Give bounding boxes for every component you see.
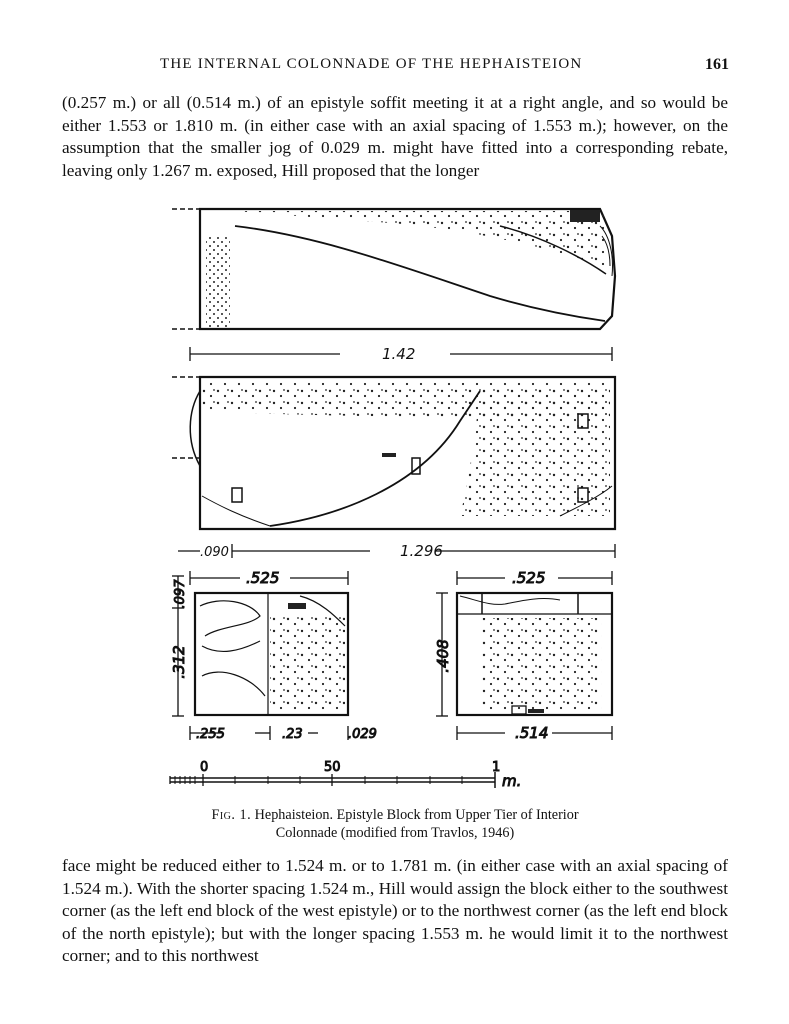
dim-base-right: .514 <box>515 724 549 742</box>
scale-end: 1 <box>492 760 501 775</box>
figure-drawing <box>160 196 630 796</box>
scale-mid: 50 <box>324 760 341 775</box>
figure-label: Fig. 1. <box>211 807 252 823</box>
dim-height-right: .408 <box>434 639 452 673</box>
dim-segment-b: .23 <box>282 727 303 742</box>
dim-height-small: .097 <box>173 579 188 609</box>
paragraph-bottom: face might be reduced either to 1.524 m. or to 1.781 m. (in either case with an axial spacing of 1.524 m.). With the shorter spacing 1.524 m., Hill would assign the block either to the southwest corner (as the left end block of the west epistyle) or to the northwest corner (as the left end block of the north epistyle); but with the longer spacing 1.553 m. he would limit it to the northwest corner; and to this northwest <box>62 856 728 965</box>
figure-epistyle-block <box>160 196 630 796</box>
dim-main-length: 1.296 <box>400 542 443 560</box>
caption-line-1: Hephaisteion. Epistyle Block from Upper Tier of Interior <box>254 807 579 823</box>
running-title: THE INTERNAL COLONNADE OF THE HEPHAISTEION <box>160 56 583 72</box>
block-end-left <box>170 569 377 742</box>
scale-bar <box>170 760 521 790</box>
paragraph-top: (0.257 m.) or all (0.514 m.) of an epistyle soffit meeting it at a right angle, and so would be either 1.553 or 1.810 m. (in either case with an axial spacing of 1.553 m.); however, on the assumption that the smaller jog of 0.029 m. might have fitted into a corresponding rebate, leaving only 1.267 m. exposed, Hill proposed that the longer <box>62 93 728 180</box>
block-end-right <box>434 569 612 742</box>
caption-line-2: Colonnade (modified from Travlos, 1946) <box>275 825 515 841</box>
dim-width-right: .525 <box>512 569 546 587</box>
dimension-top-length <box>190 345 612 363</box>
block-elevation-top <box>172 209 615 329</box>
running-head <box>64 56 729 78</box>
dim-width-left: .525 <box>246 569 280 587</box>
dim-segment-c: .029 <box>348 727 377 742</box>
dim-left-offset: .090 <box>200 545 229 560</box>
scale-unit: m. <box>502 772 522 790</box>
block-soffit-middle <box>172 377 615 529</box>
dim-top-length: 1.42 <box>382 345 416 363</box>
dimension-main-length <box>178 542 615 560</box>
dim-height-left: .312 <box>170 645 188 679</box>
scale-zero: 0 <box>200 760 209 775</box>
dim-segment-a: .255 <box>196 727 225 742</box>
page-number: 161 <box>705 56 729 73</box>
figure-caption <box>140 806 650 842</box>
